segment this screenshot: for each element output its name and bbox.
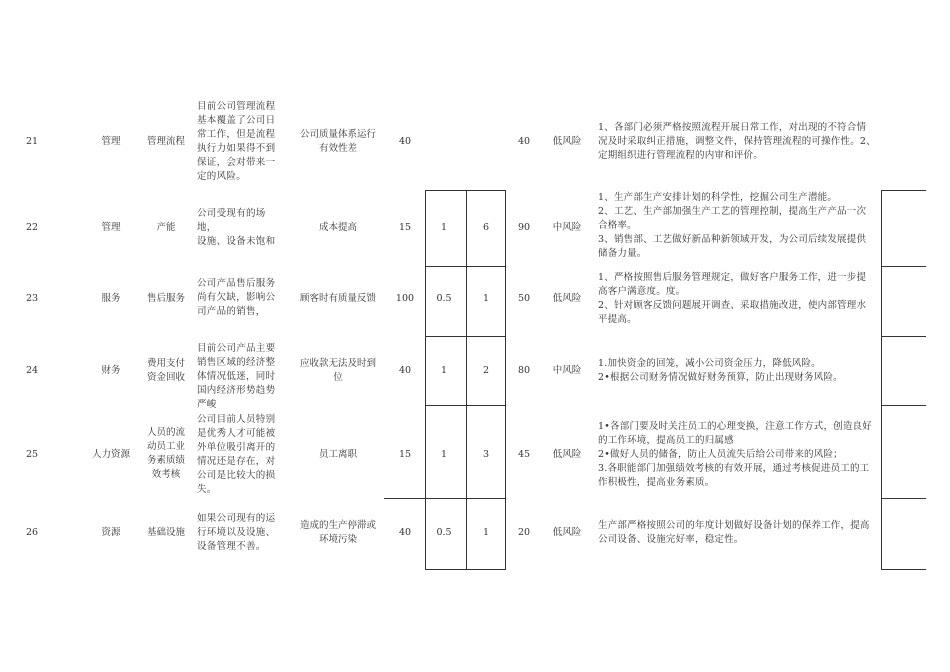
control-measures: 1、各部门必须严格按照流程开展日常工作，对出现的不符合情 况及时采取纠正措施，调整文件，保持管理流程的可操作性。2、 定期组织进行管理流程的内审和评价。 [598, 122, 876, 161]
grid-line [425, 405, 506, 406]
detection-value: 3 [482, 449, 490, 460]
risk-level: 低风险 [552, 136, 582, 147]
grid-line [505, 190, 506, 570]
risk-category: 财务 [101, 365, 121, 376]
risk-event: 公司质量体系运行 有效性差 [299, 129, 376, 154]
risk-description: 如果公司现有的运 行环境以及设施、 设备管理不善。 [197, 513, 276, 552]
grid-line [881, 405, 926, 406]
risk-category: 服务 [101, 293, 121, 304]
severity-value: 15 [398, 449, 412, 460]
risk-item: 人员的流 动员工业 务素质绩 效考核 [146, 427, 185, 480]
grid-line [384, 498, 426, 499]
risk-description: 公司目前人员特别 是优秀人才可能被 外单位吸引离开的 情况还是存在，对 公司是比较大的损 失。 [197, 414, 276, 495]
grid-line [425, 569, 506, 570]
grid-line [881, 569, 926, 570]
risk-level: 低风险 [552, 293, 582, 304]
risk-category: 资源 [101, 527, 121, 538]
severity-value: 40 [398, 365, 412, 376]
grid-line [881, 190, 926, 191]
control-measures: 1.加快资金的回笼，减小公司资金压力，降低风险。 2•根据公司财务情况做好财务预算，防止出现财务风险。 [598, 358, 843, 383]
grid-line [425, 266, 506, 267]
risk-event: 应收款无法及时到 位 [299, 358, 376, 383]
detection-value: 1 [482, 527, 490, 538]
probability-value: 1 [440, 222, 448, 233]
risk-level: 低风险 [552, 527, 582, 538]
grid-line [466, 190, 467, 570]
row-number: 25 [25, 449, 39, 460]
risk-score: 40 [517, 136, 531, 147]
detection-value: 1 [482, 293, 490, 304]
risk-category: 管理 [101, 222, 121, 233]
row-number: 26 [25, 527, 39, 538]
severity-value: 100 [395, 293, 415, 304]
grid-line [425, 190, 506, 191]
risk-score: 80 [517, 365, 531, 376]
probability-value: 0.5 [436, 527, 452, 538]
risk-item: 费用支付 资金回收 [146, 358, 185, 383]
control-measures: 生产部严格按照公司的年度计划做好设备计划的保养工作，提高 公司设备、设施完好率，稳定性。 [598, 520, 870, 545]
grid-line [881, 266, 926, 267]
risk-description: 目前公司产品主要 销售区域的经济整 体情况低迷，同时 国内经济形势趋势 严峻 [197, 343, 276, 410]
severity-value: 15 [398, 222, 412, 233]
risk-category: 管理 [101, 136, 121, 147]
grid-line [881, 498, 926, 499]
detection-value: 6 [482, 222, 490, 233]
severity-value: 40 [398, 136, 412, 147]
risk-score: 45 [517, 449, 531, 460]
row-number: 21 [25, 136, 39, 147]
risk-category: 人力资源 [91, 449, 130, 460]
risk-item: 产能 [156, 222, 176, 233]
risk-event: 员工离职 [318, 449, 357, 460]
risk-item: 基础设施 [146, 527, 185, 538]
grid-line [425, 336, 506, 337]
probability-value: 1 [440, 449, 448, 460]
risk-score: 50 [517, 293, 531, 304]
row-number: 24 [25, 365, 39, 376]
grid-line [881, 336, 926, 337]
risk-level: 中风险 [552, 365, 582, 376]
risk-item: 管理流程 [146, 136, 185, 147]
grid-line [425, 190, 426, 570]
probability-value: 1 [440, 365, 448, 376]
risk-description: 目前公司管理流程 基本覆盖了公司日 常工作，但是流程 执行力如果得不到 保证，会对带来一 定的风险。 [197, 101, 276, 182]
severity-value: 40 [398, 527, 412, 538]
probability-value: 0.5 [436, 293, 452, 304]
grid-line [881, 190, 882, 570]
risk-level: 低风险 [552, 449, 582, 460]
risk-level: 中风险 [552, 222, 582, 233]
row-number: 23 [25, 293, 39, 304]
risk-description: 公司产品售后服务 尚有欠缺，影响公 司产品的销售， [197, 278, 276, 317]
control-measures: 1•各部门要及时关注员工的心理变换，注意工作方式，创造良好 的工作环境，提高员工的归属感 2•做好人员的储备，防止人员流失后给公司带来的风险； 3.各职能部门加强绩效考核的有效开展，通过考核促进员工的工 作积极性，提高业务素质。 [598, 421, 872, 488]
control-measures: 1、生产部生产安排计划的科学性，挖掘公司生产潜能。 2、工艺、生产部加强生产工艺的管理控制，提高生产产品一次 合格率。 3、销售部、工艺做好新品种新领域开发，为公司后续发展提供 储备力量。 [598, 192, 867, 259]
control-measures: 1、严格按照售后服务管理规定，做好客户服务工作，进一步提 高客户满意度。度。 2、针对顾客反馈问题展开调查、采取措施改进，使内部管理水 平提高。 [598, 272, 867, 325]
risk-event: 顾客时有质量反馈 [299, 293, 376, 304]
risk-description: 公司受现有的场地， 设施、设备未饱和 [197, 208, 276, 247]
risk-event: 成本提高 [318, 222, 357, 233]
grid-line [425, 498, 506, 499]
risk-item: 售后服务 [146, 293, 185, 304]
detection-value: 2 [482, 365, 490, 376]
row-number: 22 [25, 222, 39, 233]
risk-score: 20 [517, 527, 531, 538]
risk-event: 造成的生产停滞或 环境污染 [299, 520, 376, 545]
risk-score: 90 [517, 222, 531, 233]
